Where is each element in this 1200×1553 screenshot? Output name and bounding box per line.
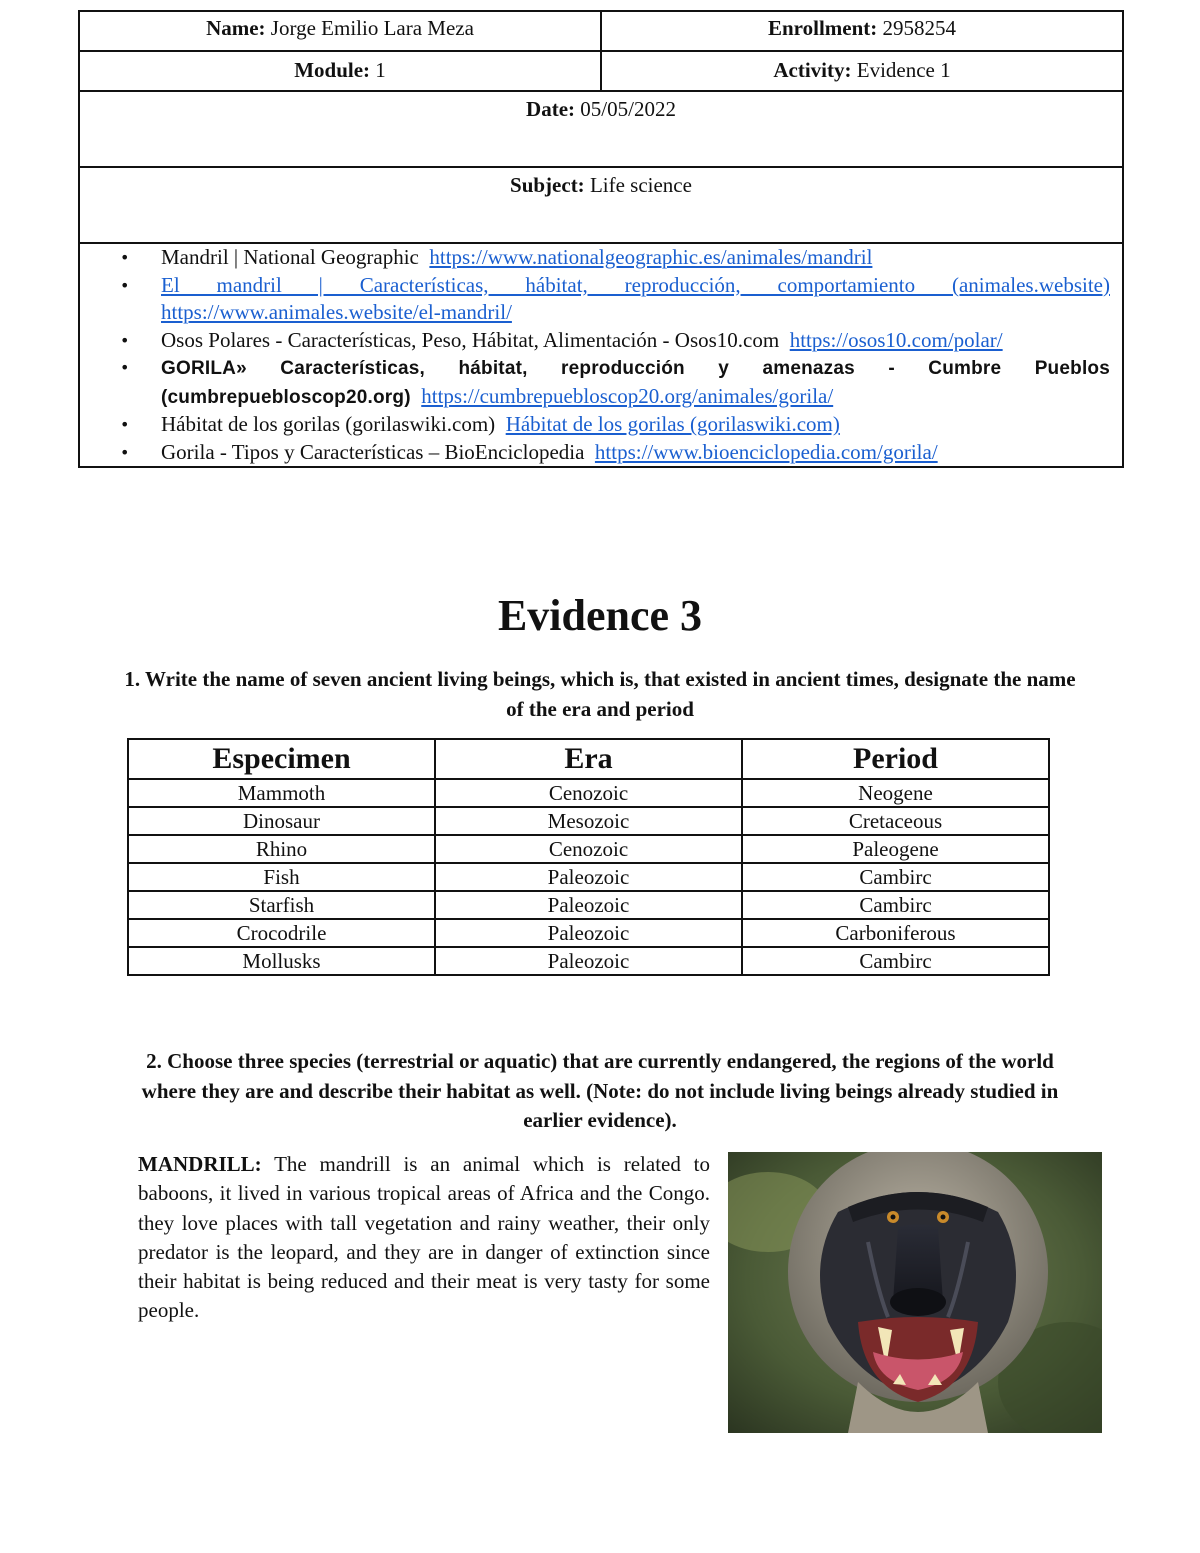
specimen-cell: Mammoth — [128, 779, 435, 807]
subject-value: Life science — [589, 173, 692, 197]
subject-label: Subject: — [510, 173, 585, 197]
bullet-icon: • — [120, 330, 130, 350]
references-list — [80, 244, 1110, 466]
question-1: 1. Write the name of seven ancient living beings, which is, that existed in ancient times, designate the name of the era and period — [124, 667, 1076, 721]
mandrill-label: MANDRILL: — [138, 1152, 262, 1176]
subject-cell — [79, 167, 1123, 243]
date-cell — [79, 91, 1123, 167]
activity-label: Activity: — [773, 58, 852, 82]
reference-link[interactable]: https://www.animales.website/el-mandril/ — [161, 300, 512, 324]
specimen-cell: Fish — [128, 863, 435, 891]
period-cell: Neogene — [742, 779, 1049, 807]
column-header-era: Era — [435, 739, 742, 779]
reference-item — [80, 327, 1110, 355]
evidence-title: Evidence 3 — [497, 591, 703, 640]
bullet-icon: • — [120, 275, 130, 295]
specimen-cell: Crocodrile — [128, 919, 435, 947]
reference-title-link[interactable]: El mandril | Características, hábitat, reproducción, comportamiento (animales.website) — [161, 272, 1110, 297]
table-row — [128, 919, 1049, 947]
references-cell — [79, 243, 1123, 467]
era-cell: Paleozoic — [435, 947, 742, 975]
table-row — [128, 779, 1049, 807]
name-value: Jorge Emilio Lara Meza — [270, 16, 474, 40]
activity-cell — [601, 51, 1123, 91]
module-label: Module: — [294, 58, 371, 82]
enrollment-cell — [601, 11, 1123, 51]
specimen-cell: Rhino — [128, 835, 435, 863]
period-cell: Paleogene — [742, 835, 1049, 863]
bullet-icon: • — [120, 358, 130, 377]
module-cell — [79, 51, 601, 91]
specimen-cell: Dinosaur — [128, 807, 435, 835]
bullet-icon: • — [120, 248, 130, 267]
bullet-icon: • — [120, 415, 130, 434]
era-cell: Cenozoic — [435, 779, 742, 807]
name-cell — [79, 11, 601, 51]
table-row — [128, 807, 1049, 835]
reference-title: GORILA» Características, hábitat, reproducción y amenazas - Cumbre Pueblos (cumbrepuebloscop20.org) — [161, 358, 1110, 408]
mandrill-photo — [728, 1152, 1102, 1433]
era-cell: Paleozoic — [435, 919, 742, 947]
reference-title: Gorila - Tipos y Características – BioEnciclopedia — [161, 439, 585, 464]
reference-item — [80, 411, 1110, 439]
date-label: Date: — [526, 97, 576, 121]
date-value: 05/05/2022 — [580, 97, 676, 121]
question-2: 2. Choose three species (terrestrial or aquatic) that are currently endangered, the regions of the world where they are and describe their habitat as well. (Note: do not include living beings already studied in earlier evidence). — [141, 1049, 1059, 1132]
era-cell: Mesozoic — [435, 807, 742, 835]
reference-title: Osos Polares - Características, Peso, Hábitat, Alimentación - Osos10.com — [161, 327, 780, 352]
reference-item — [80, 244, 1110, 272]
module-value: 1 — [375, 58, 386, 82]
table-row — [128, 891, 1049, 919]
era-cell: Paleozoic — [435, 863, 742, 891]
reference-title: Hábitat de los gorilas (gorilaswiki.com) — [161, 412, 496, 436]
mandrill-description — [138, 1150, 710, 1326]
bullet-icon: • — [120, 442, 130, 462]
era-cell: Paleozoic — [435, 891, 742, 919]
reference-link[interactable]: Hábitat de los gorilas (gorilaswiki.com) — [505, 412, 840, 436]
reference-link[interactable]: https://www.nationalgeographic.es/animales/mandril — [429, 245, 873, 269]
header-table — [78, 10, 1124, 468]
column-header-period: Period — [742, 739, 1049, 779]
activity-value: Evidence 1 — [856, 58, 951, 82]
period-cell: Carboniferous — [742, 919, 1049, 947]
era-cell: Cenozoic — [435, 835, 742, 863]
period-cell: Cambirc — [742, 863, 1049, 891]
enrollment-label: Enrollment: — [767, 16, 878, 40]
reference-item — [80, 354, 1110, 411]
name-label: Name: — [206, 16, 266, 40]
table-row — [128, 947, 1049, 975]
reference-link[interactable]: https://osos10.com/polar/ — [789, 327, 1003, 352]
mandrill-text: The mandrill is an animal which is related to baboons, it lived in various tropical areas of Africa and the Congo. they love places with tall vegetation and rainy weather, their only predator is the leopard, and they are in danger of extinction since their habitat is being reduced and their meat is very tasty for some people. — [138, 1152, 710, 1323]
period-cell: Cretaceous — [742, 807, 1049, 835]
column-header-especimen: Especimen — [128, 739, 435, 779]
reference-link[interactable]: https://www.bioenciclopedia.com/gorila/ — [594, 439, 938, 464]
period-cell: Cambirc — [742, 891, 1049, 919]
period-cell: Cambirc — [742, 947, 1049, 975]
reference-title: Mandril | National Geographic — [161, 245, 419, 269]
reference-link[interactable]: https://cumbrepuebloscop20.org/animales/gorila/ — [421, 383, 834, 408]
enrollment-value: 2958254 — [882, 16, 957, 40]
reference-item — [80, 272, 1110, 327]
table-row — [128, 835, 1049, 863]
specimen-cell: Mollusks — [128, 947, 435, 975]
specimen-cell: Starfish — [128, 891, 435, 919]
table-row — [128, 863, 1049, 891]
specimen-table — [127, 738, 1050, 976]
reference-item — [80, 439, 1110, 467]
